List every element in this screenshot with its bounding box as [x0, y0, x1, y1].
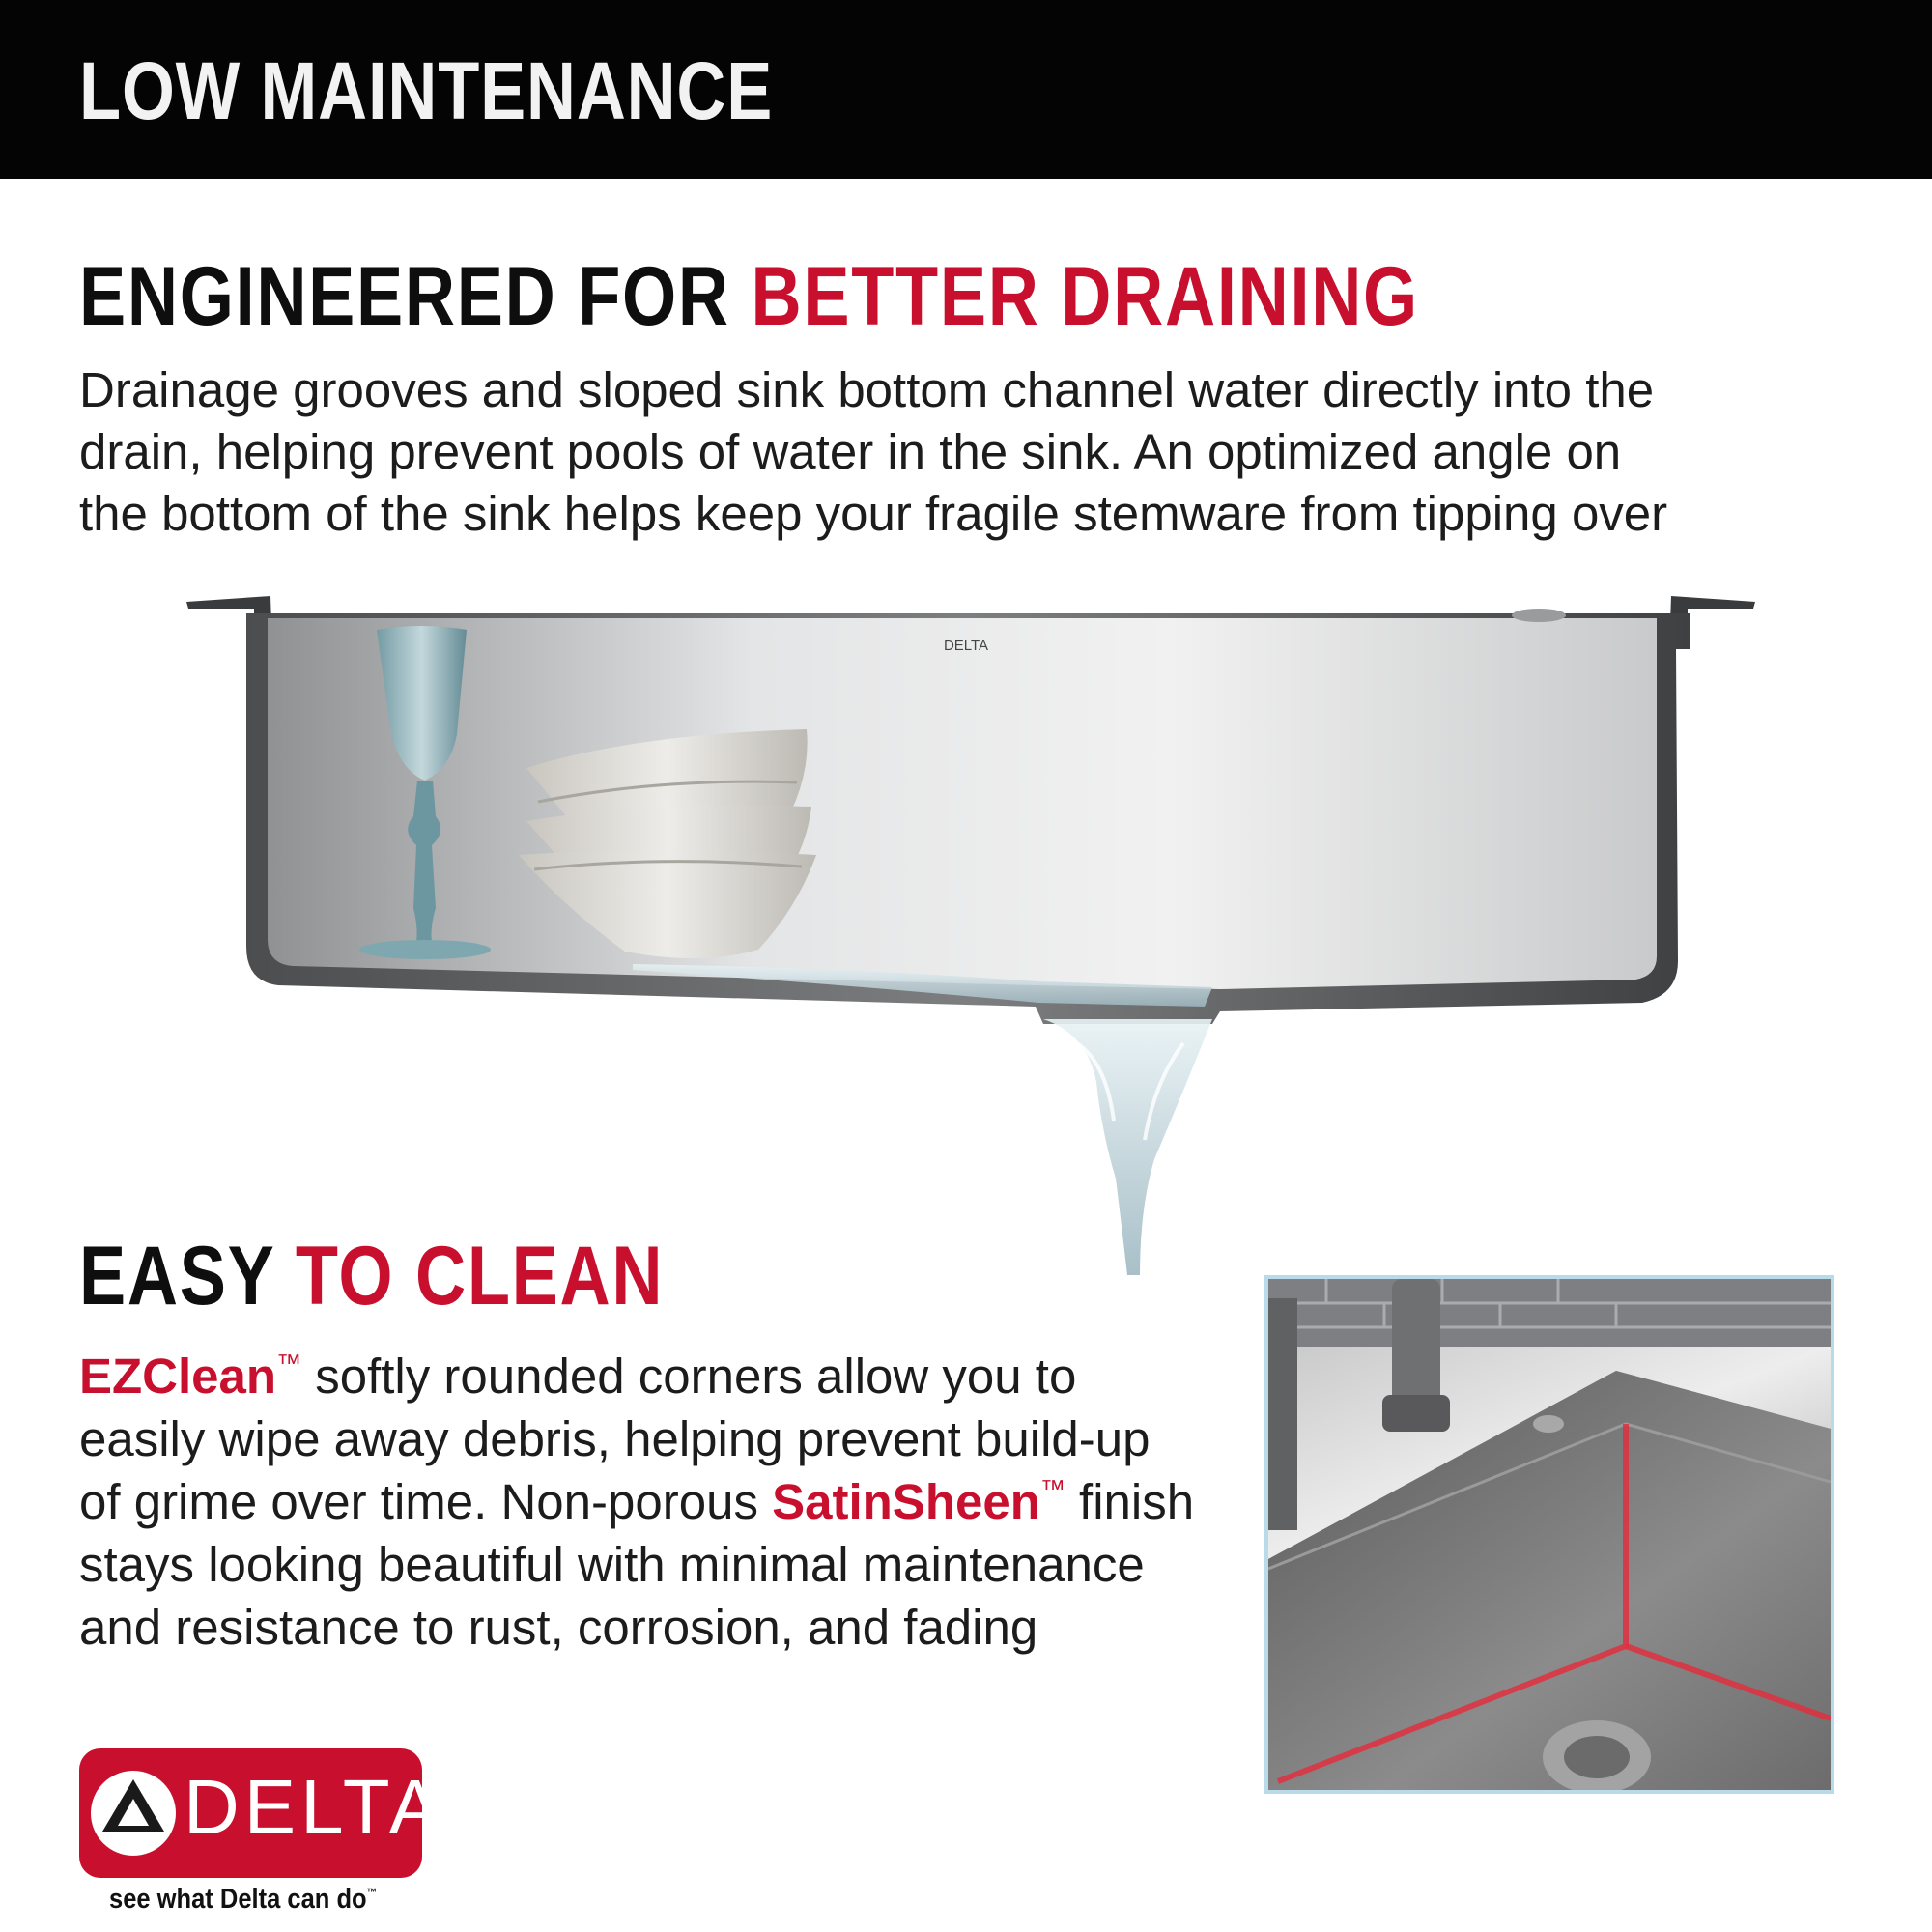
clean-heading-accent: TO CLEAN [295, 1230, 665, 1322]
ezclean-brand: EZClean [79, 1349, 277, 1404]
clean-heading [79, 1229, 664, 1324]
drain-heading-plain: ENGINEERED FOR [79, 250, 730, 343]
satinsheen-brand: SatinSheen [772, 1474, 1040, 1529]
clean-line-1-rest: softly rounded corners allow you to [301, 1349, 1077, 1404]
drain-description-line: Drainage grooves and sloped sink bottom channel water directly into the [79, 362, 1655, 417]
clean-description [79, 1345, 1194, 1659]
clean-description-line [79, 1470, 1194, 1533]
sink-cross-section-illustration [179, 580, 1763, 1285]
clean-line-3-start: of grime over time. Non-porous [79, 1474, 773, 1529]
clean-heading-plain: EASY [79, 1230, 275, 1322]
delta-logo-text: DELTA [184, 1764, 445, 1850]
brand-tagline [109, 1884, 377, 1916]
clean-description-line: stays looking beautiful with minimal maintenance [79, 1537, 1145, 1592]
sink-corner-photo [1264, 1275, 1834, 1794]
satinsheen-trademark: ™ [1039, 1474, 1065, 1503]
clean-line-3-end: finish [1065, 1474, 1195, 1529]
drain-description-line: the bottom of the sink helps keep your fragile stemware from tipping over [79, 486, 1668, 541]
drain-heading [79, 249, 1419, 345]
header-bar [0, 0, 1932, 179]
clean-description-line: easily wipe away debris, helping prevent build-up [79, 1411, 1151, 1466]
brand-tagline-trademark: ™ [366, 1886, 378, 1899]
brand-tagline-text: see what Delta can do [109, 1884, 367, 1915]
clean-description-line [79, 1345, 1194, 1407]
clean-description-line: and resistance to rust, corrosion, and fading [79, 1600, 1038, 1655]
delta-logo [79, 1748, 445, 1878]
page-title: LOW MAINTENANCE [79, 45, 774, 136]
sink-logo-text: DELTA [943, 638, 989, 654]
ezclean-trademark: ™ [276, 1349, 302, 1378]
drain-description-line: drain, helping prevent pools of water in the sink. An optimized angle on [79, 424, 1622, 479]
drain-heading-accent: BETTER DRAINING [751, 250, 1419, 343]
drain-description [79, 359, 1667, 545]
